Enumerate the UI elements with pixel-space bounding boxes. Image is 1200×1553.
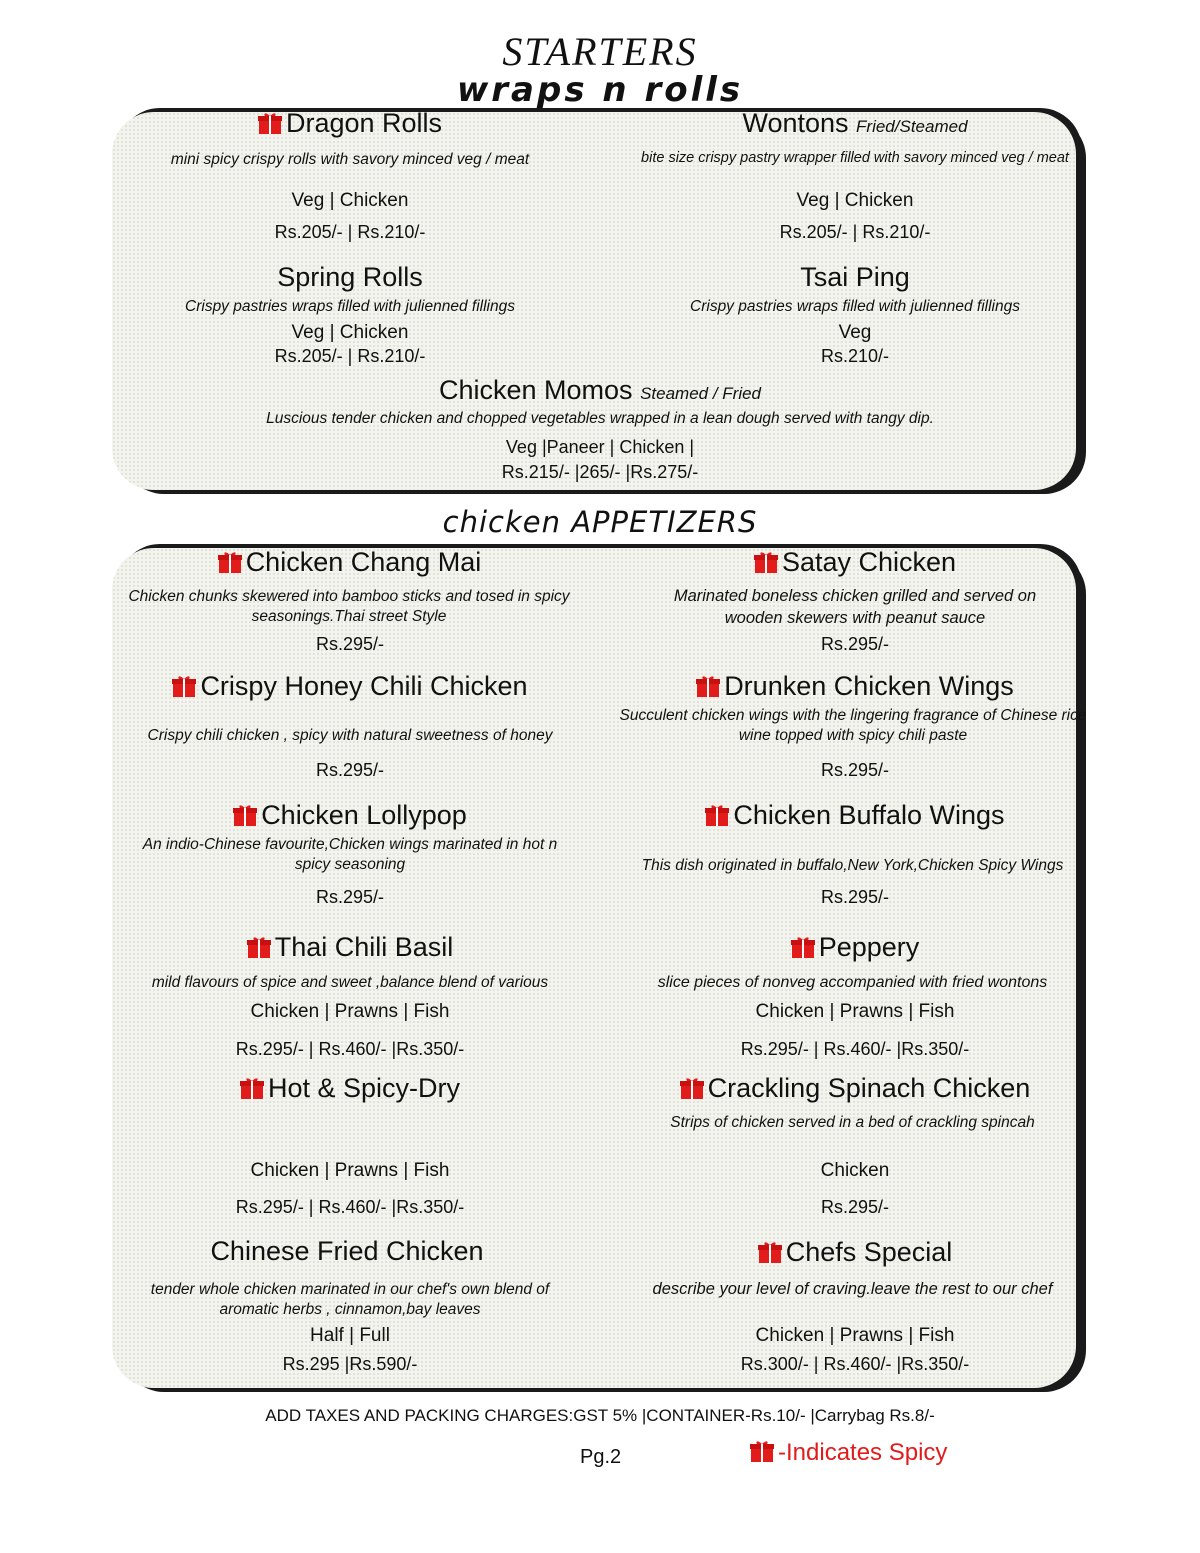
spicy-icon	[247, 934, 271, 956]
page-number: Pg.2	[580, 1446, 622, 1468]
spicy-icon	[758, 1239, 782, 1261]
fried-chicken-options: Half | Full	[310, 1325, 390, 1346]
item-title: Chicken Lollypop	[261, 800, 467, 830]
item-title: Dragon Rolls	[285, 108, 443, 138]
item-title: Drunken Chicken Wings	[724, 671, 1014, 701]
item-title: Hot & Spicy-Dry	[267, 1073, 461, 1103]
chicken-momos-desc: Luscious tender chicken and chopped vegetables wrapped in a lean dough served with tangy dip.	[266, 410, 934, 427]
item-suffix: Fried/Steamed	[856, 117, 968, 136]
charges-note: ADD TAXES AND PACKING CHARGES:GST 5% |CONTAINER-Rs.10/- |Carrybag Rs.8/-	[265, 1406, 935, 1425]
hot-spicy-name	[150, 1073, 550, 1104]
item-title: Crispy Honey Chili Chicken	[200, 671, 528, 701]
item-title: Thai Chili Basil	[274, 932, 454, 962]
tsai-ping-price: Rs.210/-	[820, 346, 890, 366]
lollypop-desc: An indio-Chinese favourite,Chicken wings marinated in hot n spicy seasoning	[142, 836, 558, 873]
drunken-wings-name	[645, 671, 1065, 702]
item-title: Crackling Spinach Chicken	[707, 1073, 1031, 1103]
item-title: Chicken Chang Mai	[245, 547, 482, 577]
drunken-wings-price: Rs.295/-	[820, 760, 890, 780]
spicy-icon	[218, 549, 242, 571]
item-title: Wontons	[742, 108, 849, 138]
item-title: Chicken Momos	[438, 375, 633, 405]
item-suffix: Steamed / Fried	[640, 384, 762, 403]
dragon-rolls-desc: mini spicy crispy rolls with savory minced veg / meat	[170, 151, 530, 168]
lollypop-price: Rs.295/-	[315, 887, 385, 907]
spicy-icon	[240, 1075, 264, 1097]
honey-chili-desc: Crispy chili chicken , spicy with natural sweetness of honey	[147, 727, 553, 744]
chang-mai-price: Rs.295/-	[315, 634, 385, 654]
peppery-options: Chicken | Prawns | Fish	[755, 1001, 955, 1022]
crackling-spinach-options: Chicken	[820, 1160, 890, 1181]
spicy-icon	[258, 110, 282, 132]
hot-spicy-options: Chicken | Prawns | Fish	[250, 1160, 450, 1181]
spicy-icon	[172, 673, 196, 695]
crackling-spinach-desc: Strips of chicken served in a bed of crackling spincah	[670, 1114, 1035, 1131]
buffalo-wings-name	[645, 800, 1065, 831]
peppery-price: Rs.295/- | Rs.460/- |Rs.350/-	[740, 1039, 970, 1059]
crackling-spinach-price: Rs.295/-	[820, 1197, 890, 1217]
satay-chicken-price: Rs.295/-	[820, 634, 890, 654]
spicy-icon	[696, 673, 720, 695]
honey-chili-price: Rs.295/-	[315, 760, 385, 780]
spring-rolls-options: Veg | Chicken	[291, 322, 409, 343]
hot-spicy-price: Rs.295/- | Rs.460/- |Rs.350/-	[235, 1197, 465, 1217]
spicy-icon	[705, 802, 729, 824]
thai-basil-price: Rs.295/- | Rs.460/- |Rs.350/-	[235, 1039, 465, 1059]
item-title: Chicken Buffalo Wings	[733, 800, 1005, 830]
spring-rolls-price: Rs.205/- | Rs.210/-	[274, 346, 426, 366]
item-title: Peppery	[818, 932, 920, 962]
spicy-icon	[754, 549, 778, 571]
spicy-icon	[680, 1075, 704, 1097]
buffalo-wings-price: Rs.295/-	[820, 887, 890, 907]
thai-basil-name	[150, 932, 550, 963]
section-title-wraps: wraps n rolls	[456, 70, 744, 110]
wontons-options: Veg | Chicken	[796, 190, 914, 211]
legend-text: -Indicates Spicy	[778, 1439, 948, 1466]
chicken-momos-price: Rs.215/- |265/- |Rs.275/-	[501, 462, 699, 482]
chicken-momos-options: Veg |Paneer | Chicken |	[505, 437, 695, 457]
chicken-momos-name	[300, 375, 900, 406]
chang-mai-desc: Chicken chunks skewered into bamboo sticks and tosed in spicy seasonings.Thai street Style	[128, 588, 570, 625]
wontons-price: Rs.205/- | Rs.210/-	[779, 222, 931, 242]
lollypop-name	[150, 800, 550, 831]
chefs-special-options: Chicken | Prawns | Fish	[755, 1325, 955, 1346]
fried-chicken-desc: tender whole chicken marinated in our chef's own blend of aromatic herbs , cinnamon,bay leaves	[150, 1281, 550, 1318]
chefs-special-desc: describe your level of craving.leave the rest to our chef	[652, 1280, 1053, 1298]
wontons-desc: bite size crispy pastry wrapper filled with savory minced veg / meat	[641, 150, 1069, 166]
buffalo-wings-desc: This dish originated in buffalo,New York,Chicken Spicy Wings	[641, 857, 1064, 874]
peppery-name	[655, 932, 1055, 963]
drunken-wings-desc: Succulent chicken wings with the lingering fragrance of Chinese rice wine topped with spicy chili paste	[619, 707, 1087, 744]
tsai-ping-options: Veg	[838, 322, 872, 343]
peppery-desc: slice pieces of nonveg accompanied with fried wontons	[657, 974, 1048, 991]
chefs-special-price: Rs.300/- | Rs.460/- |Rs.350/-	[740, 1354, 970, 1374]
section-title-appetizers: chicken APPETIZERS	[442, 505, 758, 539]
chang-mai-name	[147, 547, 552, 578]
honey-chili-name	[140, 671, 560, 702]
chefs-special-name	[655, 1237, 1055, 1268]
wontons-name	[630, 108, 1080, 139]
item-title: Chefs Special	[785, 1237, 953, 1267]
spicy-legend	[750, 1439, 947, 1467]
spicy-icon	[750, 1440, 774, 1462]
dragon-rolls-price: Rs.205/- | Rs.210/-	[274, 222, 426, 242]
spicy-icon	[791, 934, 815, 956]
spring-rolls-desc: Crispy pastries wraps filled with julienned fillings	[185, 298, 515, 315]
thai-basil-options: Chicken | Prawns | Fish	[250, 1001, 450, 1022]
crackling-spinach-name	[640, 1073, 1070, 1104]
spicy-icon	[233, 802, 257, 824]
fried-chicken-price: Rs.295 |Rs.590/-	[282, 1354, 418, 1374]
tsai-ping-name: Tsai Ping	[800, 262, 910, 292]
dragon-rolls-options: Veg | Chicken	[291, 190, 409, 211]
fried-chicken-name: Chinese Fried Chicken	[210, 1236, 484, 1266]
item-title: Satay Chicken	[781, 547, 957, 577]
dragon-rolls-name	[150, 108, 550, 139]
page-title: STARTERS	[502, 29, 698, 74]
satay-chicken-name	[655, 547, 1055, 578]
tsai-ping-desc: Crispy pastries wraps filled with julienned fillings	[690, 298, 1020, 315]
thai-basil-desc: mild flavours of spice and sweet ,balance blend of various	[151, 974, 549, 991]
spring-rolls-name: Spring Rolls	[277, 262, 423, 292]
satay-chicken-desc: Marinated boneless chicken grilled and served on wooden skewers with peanut sauce	[673, 587, 1037, 627]
